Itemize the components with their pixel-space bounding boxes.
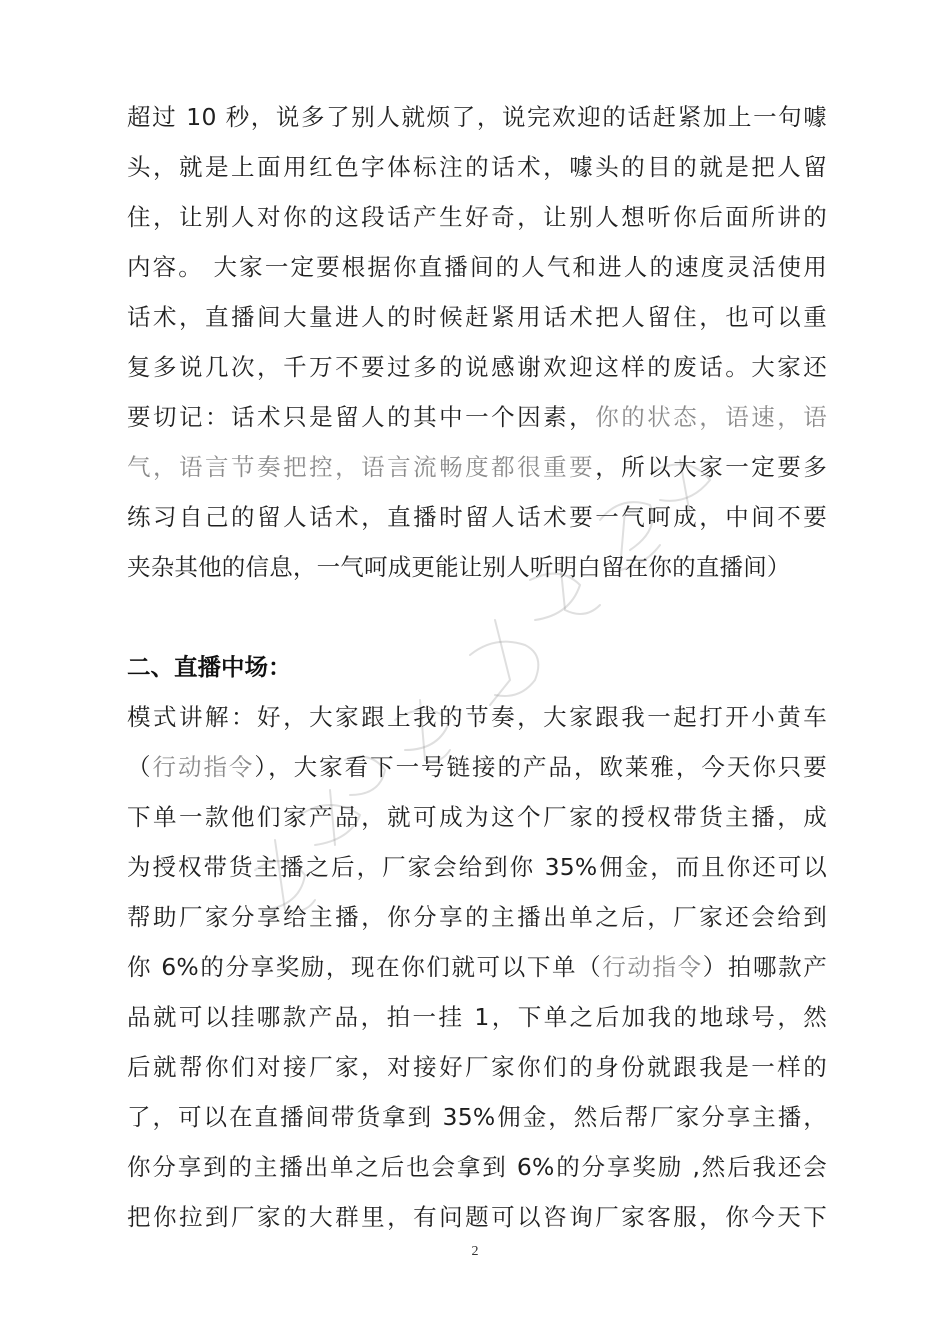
text-line: 复多说几次，千万不要过多的说感谢欢迎这样的废话。大家还 (127, 353, 827, 381)
text-line: 话术，直播间大量进人的时候赶紧用话术把人留住，也可以重 (127, 303, 827, 331)
text-line: 头，就是上面用红色字体标注的话术，噱头的目的就是把人留 (127, 153, 827, 181)
highlighted-text: 气，语言节奏把控，语言流畅度都很重要 (127, 453, 596, 481)
text-line: 把你拉到厂家的大群里，有问题可以咨询厂家客服，你今天下 (127, 1203, 827, 1231)
text-line: 品就可以挂哪款产品，拍一挂 1，下单之后加我的地球号，然 (127, 1003, 827, 1031)
text-segment: 你 6%的分享奖励，现在你们就可以下单（ (127, 953, 603, 981)
text-line: 住，让别人对你的这段话产生好奇，让别人想听你后面所讲的 (127, 203, 827, 231)
text-line (127, 442, 827, 492)
text-line: 下单一款他们家产品，就可成为这个厂家的授权带货主播，成 (127, 803, 827, 831)
text-line: 模式讲解：好，大家跟上我的节奏，大家跟我一起打开小黄车 (127, 703, 827, 731)
text-line: 练习自己的留人话术，直播时留人话术要一气呵成，中间不要 (127, 503, 827, 531)
action-instruction-text: 行动指令 (152, 753, 255, 781)
text-segment: ），大家看下一号链接的产品，欧莱雅，今天你只要 (254, 753, 827, 781)
text-line: 为授权带货主播之后，厂家会给到你 35%佣金，而且你还可以 (127, 853, 827, 881)
text-line (127, 942, 827, 992)
page-number: 2 (471, 1244, 479, 1259)
text-segment: ，所以大家一定要多 (595, 453, 827, 481)
text-segment: （ (127, 753, 153, 781)
text-line: 后就帮你们对接厂家，对接好厂家你们的身份就跟我是一样的 (127, 1053, 827, 1081)
text-line: 帮助厂家分享给主播，你分享的主播出单之后，厂家还会给到 (127, 903, 827, 931)
action-instruction-text: 行动指令 (602, 953, 703, 981)
section-heading: 二、直播中场： (127, 653, 292, 681)
text-segment: 要切记：话术只是留人的其中一个因素， (127, 403, 596, 431)
text-line: 了，可以在直播间带货拿到 35%佣金，然后帮厂家分享主播， (127, 1103, 827, 1131)
text-line (127, 392, 827, 442)
text-segment: ）拍哪款产 (702, 953, 827, 981)
text-line: 你分享到的主播出单之后也会拿到 6%的分享奖励 ,然后我还会 (127, 1153, 827, 1181)
highlighted-text: 你的状态，语速，语 (595, 403, 827, 431)
text-line: 夹杂其他的信息，一气呵成更能让别人听明白留在你的直播间） (127, 553, 791, 581)
text-line: 内容。 大家一定要根据你直播间的人气和进人的速度灵活使用 (127, 253, 827, 281)
text-line: 超过 10 秒，说多了别人就烦了，说完欢迎的话赶紧加上一句噱 (127, 103, 827, 131)
text-line (127, 742, 827, 792)
